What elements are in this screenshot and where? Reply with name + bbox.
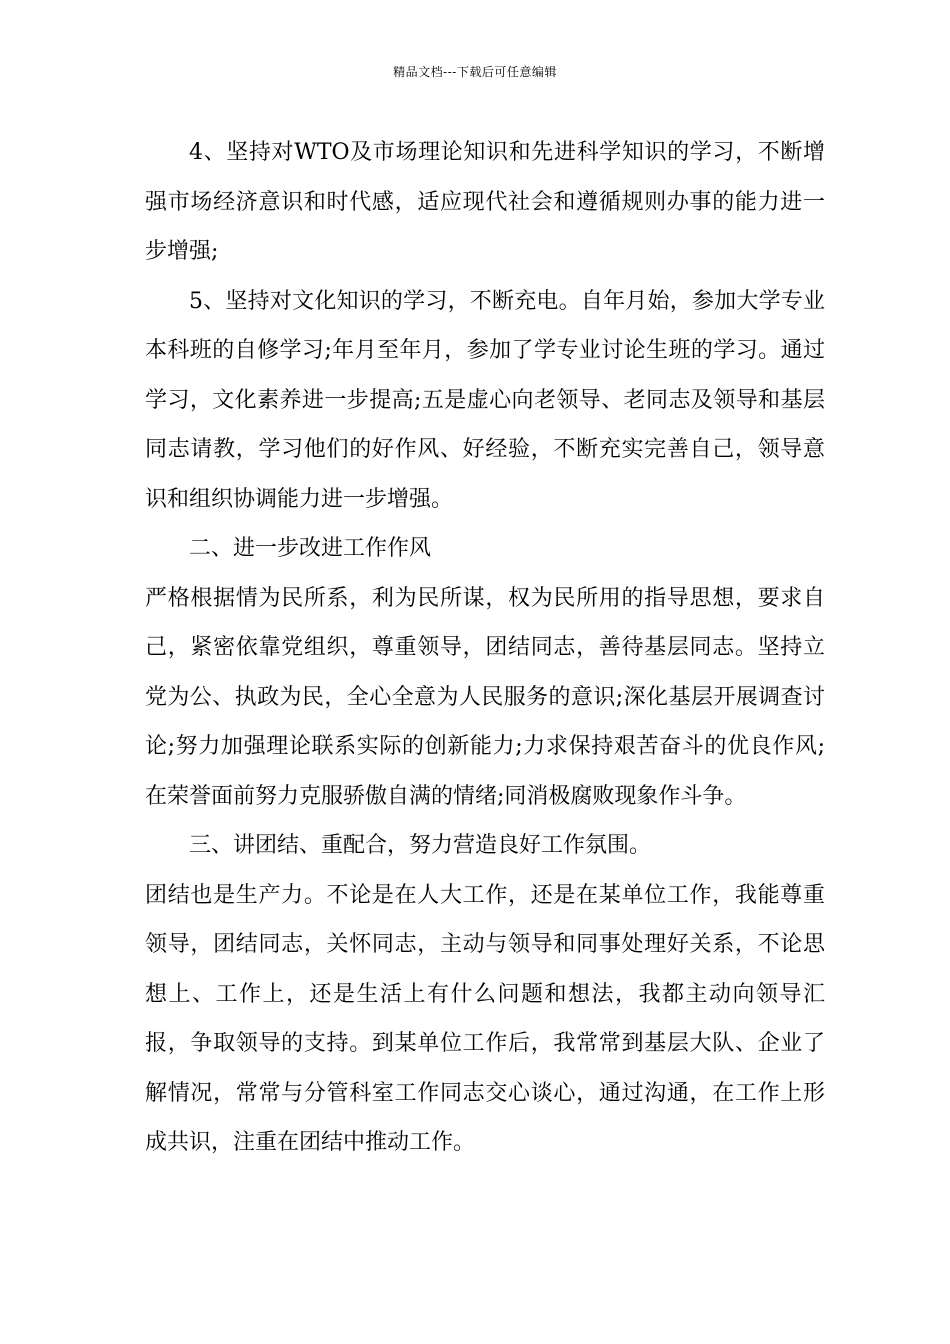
section-heading-unity: 三、讲团结、重配合，努力营造良好工作氛围。 [189, 833, 652, 858]
paragraph-work-style: 严格根据情为民所系，利为民所谋，权为民所用的指导思想，要求自己，紧密依靠党组织，尊重领导，团结同志，善待基层同志。坚持立党为公、执政为民，全心全意为人民服务的意识;深化基层开展调查讨论;努力加强理论联系实际的创新能力;力求保持艰苦奋斗的优良作风;在荣誉面前努力克服骄傲自满的情绪;同消极腐败现象作斗争。 [145, 585, 825, 809]
paragraph-wto-study: 4、坚持对WTO及市场理论知识和先进科学知识的学习，不断增强市场经济意识和时代感，适应现代社会和遵循规则办事的能力进一步增强; [145, 140, 825, 264]
section-heading-work-style: 二、进一步改进工作作风 [189, 536, 432, 561]
document-body [145, 128, 825, 1168]
paragraph-unity: 团结也是生产力。不论是在人大工作，还是在某单位工作，我能尊重领导，团结同志，关怀同志，主动与领导和同事处理好关系，不论思想上、工作上，还是生活上有什么问题和想法，我都主动向领导汇报，争取领导的支持。到某单位工作后，我常常到基层大队、企业了解情况，常常与分管科室工作同志交心谈心，通过沟通，在工作上形成共识，注重在团结中推动工作。 [145, 882, 825, 1155]
page-header: 精品文档---下载后可任意编辑 [393, 65, 557, 79]
paragraph-culture-study: 5、坚持对文化知识的学习，不断充电。自年月始，参加大学专业本科班的自修学习;年月至年月，参加了学专业讨论生班的学习。通过学习，文化素养进一步提高;五是虚心向老领导、老同志及领导和基层同志请教，学习他们的好作风、好经验，不断充实完善自己，领导意识和组织协调能力进一步增强。 [145, 288, 825, 512]
